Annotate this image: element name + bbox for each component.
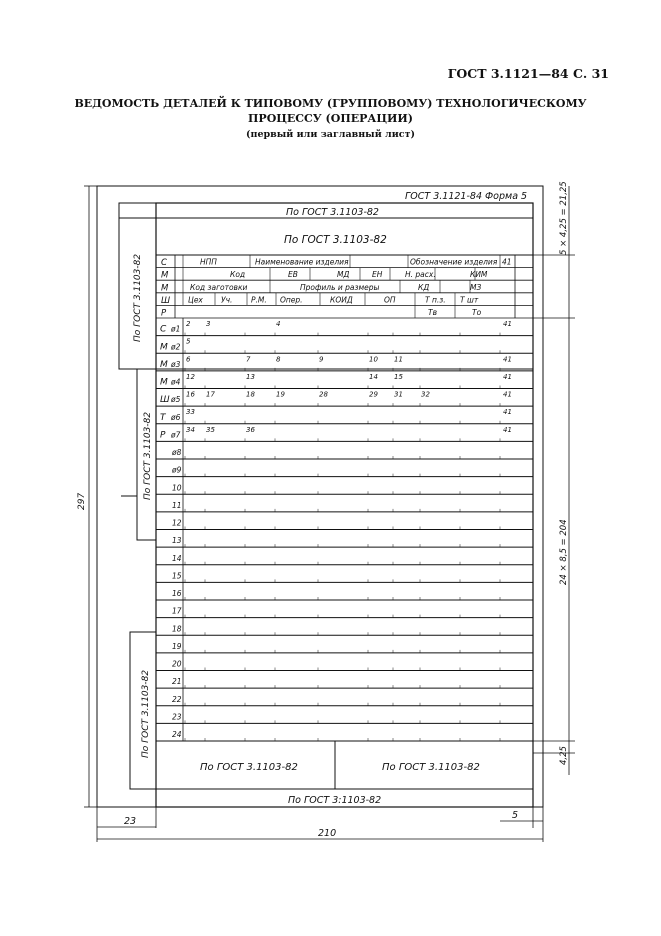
inner-frame [156,203,533,807]
left-stamp-middle [137,369,156,540]
header-cell: Т п.з. [425,295,446,305]
row-number: 16 [172,589,182,598]
stamp-title-gost: По ГОСТ 3.1103-82 [284,234,387,246]
row-field-number: 6 [186,355,191,364]
row-number: ø8 [172,448,182,457]
row-number: ø5 [171,395,181,405]
title-line-1: ВЕДОМОСТЬ ДЕТАЛЕЙ К ТИПОВОМУ (ГРУППОВОМУ) ТЕХНОЛОГИЧЕСКОМУ [74,97,587,110]
row-number: 20 [172,659,182,669]
row-field-number: 5 [186,337,191,346]
stamp-bottom-right-gost: По ГОСТ 3.1103-82 [382,762,480,773]
header-row-letter: М [161,270,169,281]
page-reference: ГОСТ 3.1121—84 С. 31 [447,66,609,81]
row-field-number: 14 [369,372,378,381]
row-number: 12 [172,518,182,528]
header-row-end: 41 [502,257,512,267]
row-number: ø7 [171,430,181,440]
row-field-number: 8 [276,355,281,364]
row-number: 17 [172,606,182,616]
header-cell: Т шт [460,295,479,305]
side-stamp-bottom-gost: По ГОСТ 3.1103-82 [141,669,151,758]
row-letter: С [160,324,167,335]
row-number: ø3 [171,359,181,369]
row-field-number: 32 [421,390,430,399]
row-number: ø1 [171,324,181,334]
row-number: 24 [172,730,182,739]
row-field-number: 41 [503,320,512,328]
header-cell: Н. расх. [405,270,436,280]
row-number: 14 [172,553,182,563]
header-cell: МЗ [470,282,482,292]
side-stamp-mid-gost: По ГОСТ 3.1103-82 [143,411,153,500]
row-field-number: 31 [394,390,403,399]
row-field-number: 19 [276,390,285,399]
row-number: 15 [172,571,182,581]
form-reference: ГОСТ 3.1121-84 Форма 5 [405,191,528,202]
row-field-number: 10 [369,355,378,364]
row-letter: Ш [160,395,170,406]
header-row-letter: Р [161,308,167,319]
header-cell: Уч. [221,295,233,305]
dim-body-rows: 24 × 8,5 = 204 [559,519,569,585]
row-field-number: 41 [503,408,512,417]
row-number: ø4 [171,377,181,387]
row-letter: Т [160,412,166,423]
header-cell: То [472,308,482,317]
header-cell: КОИД [330,295,353,305]
header-cell: Цех [188,295,203,305]
header-cell: ЕН [372,270,383,280]
row-field-number: 35 [206,425,215,434]
header-cell: КД [418,282,430,292]
document-subtitle: (первый или заглавный лист) [246,129,415,140]
row-field-number: 36 [246,425,255,434]
header-cell: ЕВ [288,270,298,280]
header-cell: НПП [200,257,217,267]
header-cell: Р.М. [251,295,267,305]
row-field-number: 18 [246,390,255,399]
row-number: 13 [172,536,182,546]
dim-right-margin: 5 [512,810,519,821]
row-number: 19 [172,641,182,651]
text-layer [160,258,512,739]
row-field-number: 41 [503,372,512,381]
row-field-number: 34 [186,425,195,434]
dim-top-rows: 5 × 4,25 = 21,25 [559,181,569,255]
row-letter: М [160,342,168,353]
row-field-number: 2 [186,320,191,328]
header-row-letter: Ш [161,295,171,306]
row-field-number: 29 [369,390,378,399]
row-field-number: 28 [319,390,328,399]
dim-height: 297 [77,492,87,510]
header-cell: Код заготовки [190,282,248,292]
header-cell: Код [230,270,246,280]
header-cell: КИМ [470,270,488,280]
row-field-number: 3 [206,320,211,328]
row-field-number: 33 [186,408,195,417]
dim-width: 210 [318,828,337,839]
header-row-letter: М [161,283,169,294]
row-field-number: 17 [206,390,215,399]
stamp-footer-gost: По ГОСТ 3:1103-82 [288,795,382,806]
row-number: 11 [172,500,182,510]
row-number: ø9 [172,465,182,475]
row-number: 22 [172,694,182,704]
row-number: 23 [172,712,182,722]
stamp-bottom-left-gost: По ГОСТ 3.1103-82 [200,762,298,773]
row-letter: Р [160,430,166,441]
row-field-number: 13 [246,372,255,381]
dim-left-margin: 23 [124,816,137,827]
row-field-number: 41 [503,390,512,399]
grid-layer [156,255,533,741]
header-cell: Обозначение изделия [410,257,498,267]
row-letter: М [160,359,168,370]
header-cell: Наименование изделия [255,257,349,267]
row-field-number: 41 [503,355,512,364]
header-cell: Профиль и размеры [300,282,380,292]
header-cell: МД [337,270,350,280]
row-number: ø6 [171,412,181,422]
header-row-letter: С [161,258,167,269]
row-field-number: 11 [394,355,403,364]
row-field-number: 7 [246,355,251,364]
stamp-top-gost: По ГОСТ 3.1103-82 [286,207,379,218]
row-letter: М [160,377,168,388]
row-number: 18 [172,624,182,634]
row-field-number: 41 [503,425,512,434]
left-stamp-bottom [130,632,156,789]
header-cell: Опер. [280,295,303,305]
row-field-number: 16 [186,390,195,399]
row-number: ø2 [171,342,181,352]
row-field-number: 4 [276,320,281,328]
title-line-2: ПРОЦЕССУ (ОПЕРАЦИИ) [248,112,413,125]
row-field-number: 12 [186,372,195,381]
header-cell: ОП [384,295,396,305]
row-number: 21 [172,677,182,687]
row-field-number: 15 [394,372,403,381]
side-stamp-top-gost: По ГОСТ 3.1103-82 [133,253,143,342]
row-field-number: 9 [319,355,324,364]
header-cell: Тв [428,308,438,317]
dim-bottom: 4,25 [559,746,569,765]
row-number: 10 [172,483,182,493]
